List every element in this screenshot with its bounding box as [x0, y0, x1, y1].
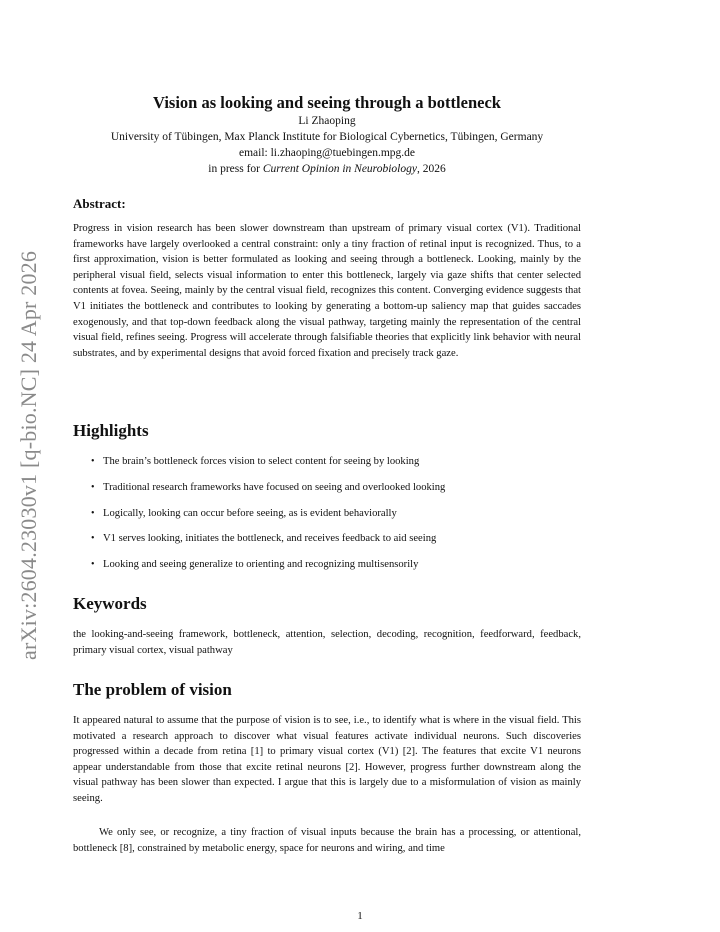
abstract-text: Progress in vision research has been slower downstream than upstream of primary visual cortex (V1). Traditional frameworks have largely overlooked a central constraint: only a tiny fraction of retinal input is recognized. Thus, to a first approximation, vision is better formulated as looking and seeing through a bottleneck. Looking, mainly by the peripheral visual field, selects visual information to enter this bottleneck, largely via gaze shifts that center selected contents at fovea. Seeing, mainly by the central visual field, recognizes this content. Converging evidence suggests that V1 initiates the bottleneck and contributes to looking by generating a bottom-up saliency map that guides saccades exogenously, and that top-down feedback along the visual pathway, targeting mainly the representation of the central visual field, refines seeing. Progress will accelerate through falsifiable theories that explicitly link behavior with neural substrates, and by experimental designs that avoid forced fixation and precisely track gaze. [73, 223, 581, 359]
highlight-text: Traditional research frameworks have focused on seeing and overlooked looking [103, 481, 446, 493]
paper-title: Vision as looking and seeing through a bottleneck [153, 93, 501, 112]
problem-paragraph-2: We only see, or recognize, a tiny fraction of visual inputs because the brain has a processing, or attentional, bottleneck [8], constrained by metabolic energy, space for neurons and wiring, and time [73, 827, 581, 854]
list-item [91, 558, 581, 584]
highlights-list [91, 455, 581, 584]
abstract-heading: Abstract: [73, 196, 126, 211]
keywords-heading: Keywords [73, 594, 147, 613]
author-email: email: li.zhaoping@tuebingen.mpg.de [238, 147, 416, 159]
bullet-marker: • [91, 507, 95, 519]
press-journal: Current Opinion in Neurobiology [262, 163, 417, 175]
bullet-marker: • [91, 456, 95, 467]
press-suffix: , 2026 [416, 163, 446, 175]
problem-paragraph-1: It appeared natural to assume that the purpose of vision is to see, i.e., to identify what is where in the visual field. This motivated a research approach to discover what visual features activate individual neurons. Such discoveries progressed within a decade from retina [1] to primary visual cortex (V1) [2]. The features that excite V1 neurons appear understandable from those that excite retinal neurons [2]. However, progress further downstream along the visual pathway has been slower than expected. I argue that this is largely due to a misformulation of vision as mainly seeing. [73, 715, 581, 804]
list-item [91, 455, 581, 481]
bullet-marker: • [91, 559, 95, 571]
page-number: 1 [357, 910, 363, 922]
highlight-text: Logically, looking can occur before seeing, as is evident behaviorally [103, 507, 397, 519]
highlight-text: V1 serves looking, initiates the bottleneck, and receives feedback to aid seeing [103, 533, 437, 545]
press-prefix: in press for [208, 163, 263, 175]
bullet-marker: • [91, 481, 95, 493]
author-name: Li Zhaoping [298, 115, 356, 127]
keywords-text: the looking-and-seeing framework, bottleneck, attention, selection, decoding, recognition, feedforward, feedback, primary visual cortex, visual pathway [73, 629, 581, 656]
highlight-text: The brain’s bottleneck forces vision to select content for seeing by looking [103, 456, 420, 467]
list-item [91, 481, 581, 507]
arxiv-sidebar-stamp: arXiv:2604.23030v1 [q-bio.NC] 24 Apr 2026 [16, 250, 41, 660]
highlights-heading: Highlights [73, 421, 149, 440]
highlight-text: Looking and seeing generalize to orienting and recognizing multisensorily [103, 559, 419, 571]
author-affiliation: University of Tübingen, Max Planck Institute for Biological Cybernetics, Tübingen, Germany [110, 131, 544, 143]
problem-heading: The problem of vision [73, 680, 232, 699]
bullet-marker: • [91, 533, 95, 545]
list-item [91, 532, 581, 558]
publication-note [73, 163, 581, 175]
list-item [91, 507, 581, 533]
